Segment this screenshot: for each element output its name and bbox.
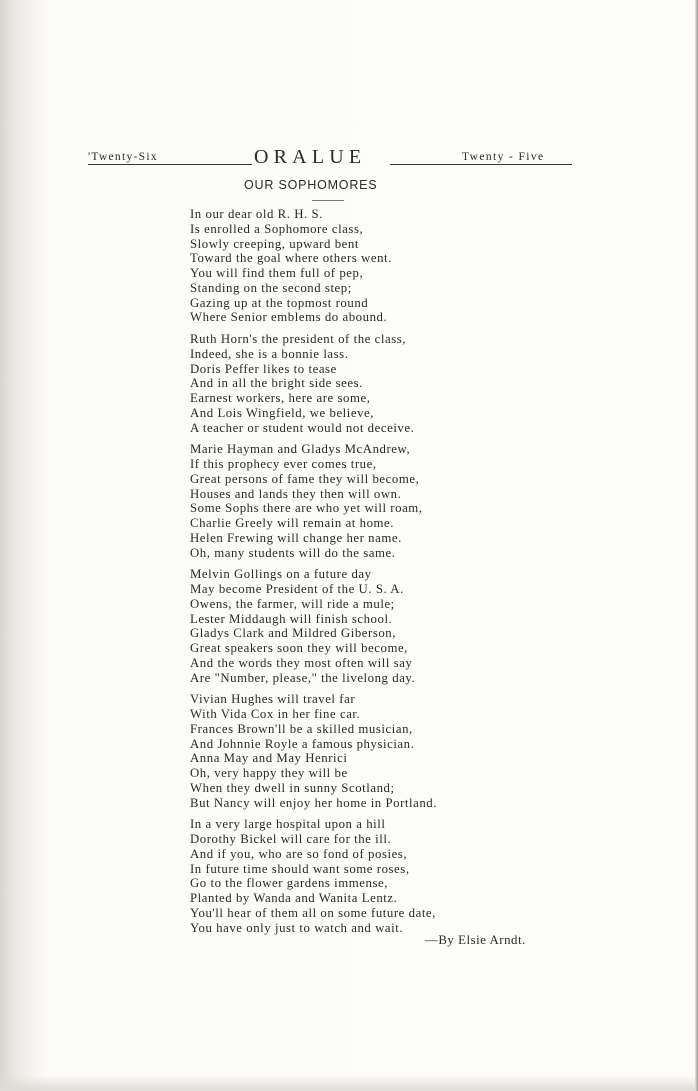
poem-line: Earnest workers, here are some, xyxy=(190,391,371,405)
poem-line: You'll hear of them all on some future date, xyxy=(190,905,436,920)
poem-line: Owens, the farmer, will ride a mule; xyxy=(190,596,395,611)
poem-title: OUR SOPHOMORES xyxy=(244,178,378,192)
poem-line: Standing on the second step; xyxy=(190,280,352,295)
poem-line: And the words they most often will say xyxy=(190,655,413,670)
poem-line: Frances Brown'll be a skilled musician, xyxy=(190,721,413,736)
header-rule-right xyxy=(390,164,572,165)
poem-line: Where Senior emblems do abound. xyxy=(190,310,388,325)
poem-line: Toward the goal where others went. xyxy=(190,251,392,266)
poem-line: Marie Hayman and Gladys McAndrew, xyxy=(190,442,411,457)
poem-line: In a very large hospital upon a hill xyxy=(190,817,386,832)
poem-line: Slowly creeping, upward bent xyxy=(190,236,359,251)
poem-line: Is enrolled a Sophomore class, xyxy=(190,221,364,236)
poem-line: If this prophecy ever comes true, xyxy=(190,457,377,471)
poem-line: And Johnnie Royle a famous physician. xyxy=(190,736,415,751)
title-underline xyxy=(312,200,344,201)
poem-line: Anna May and May Henrici xyxy=(190,751,348,766)
poem-line: Gladys Clark and Mildred Giberson, xyxy=(190,626,396,641)
stanza-1 xyxy=(190,207,520,325)
poem-line: But Nancy will enjoy her home in Portland. xyxy=(190,795,438,810)
poem-line: Houses and lands they then will own. xyxy=(190,486,402,501)
poem-line: Indeed, she is a bonnie lass. xyxy=(190,346,349,361)
poem-line: Vivian Hughes will travel far xyxy=(190,692,356,707)
poem-line: When they dwell in sunny Scotland; xyxy=(190,780,395,795)
poem-line: Planted by Wanda and Wanita Lentz. xyxy=(190,891,398,905)
poem-line: Oh, very happy they will be xyxy=(190,766,348,780)
author-signature: —By Elsie Arndt. xyxy=(425,933,526,947)
poem-line: And Lois Wingfield, we believe, xyxy=(190,405,375,420)
stanza-4 xyxy=(190,567,520,685)
poem-line: You will find them full of pep, xyxy=(190,266,364,280)
poem-line: With Vida Cox in her fine car. xyxy=(190,707,361,721)
poem-line: May become President of the U. S. A. xyxy=(190,582,404,596)
poem-line: Ruth Horn's the president of the class, xyxy=(190,332,407,346)
left-page-number: 'Twenty-Six xyxy=(88,151,158,163)
poem-body xyxy=(190,207,520,942)
poem-line: Go to the flower gardens immense, xyxy=(190,876,388,891)
poem-line: Melvin Gollings on a future day xyxy=(190,567,372,582)
poem-line: Oh, many students will do the same. xyxy=(190,545,396,560)
poem-line: Helen Frewing will change her name. xyxy=(190,530,402,545)
yearbook-title: ORALUE xyxy=(254,146,367,168)
poem-line: In future time should want some roses, xyxy=(190,861,410,876)
poem-line: In our dear old R. H. S. xyxy=(190,207,323,221)
stanza-5 xyxy=(190,692,520,810)
poem-line: A teacher or student would not deceive. xyxy=(190,420,415,435)
poem-line: And if you, who are so fond of posies, xyxy=(190,846,408,861)
poem-line: Doris Peffer likes to tease xyxy=(190,361,337,376)
poem-line: Gazing up at the topmost round xyxy=(190,295,369,310)
right-page-number: Twenty - Five xyxy=(462,151,545,163)
page-bottom-shadow xyxy=(0,1075,698,1091)
poem-line: Are "Number, please," the livelong day. xyxy=(190,670,416,685)
poem-line: And in all the bright side sees. xyxy=(190,376,363,391)
stanza-3 xyxy=(190,442,520,560)
poem-line: Some Sophs there are who yet will roam, xyxy=(190,501,423,516)
poem-line: Great speakers soon they will become, xyxy=(190,641,408,655)
poem-line: Dorothy Bickel will care for the ill. xyxy=(190,832,392,846)
poem-line: Lester Middaugh will finish school. xyxy=(190,611,393,626)
poem-line: Charlie Greely will remain at home. xyxy=(190,516,395,530)
poem-line: Great persons of fame they will become, xyxy=(190,471,420,486)
stanza-2 xyxy=(190,332,520,435)
poem-line: You have only just to watch and wait. xyxy=(190,920,404,935)
header-rule-left xyxy=(88,164,252,165)
stanza-6 xyxy=(190,817,520,935)
